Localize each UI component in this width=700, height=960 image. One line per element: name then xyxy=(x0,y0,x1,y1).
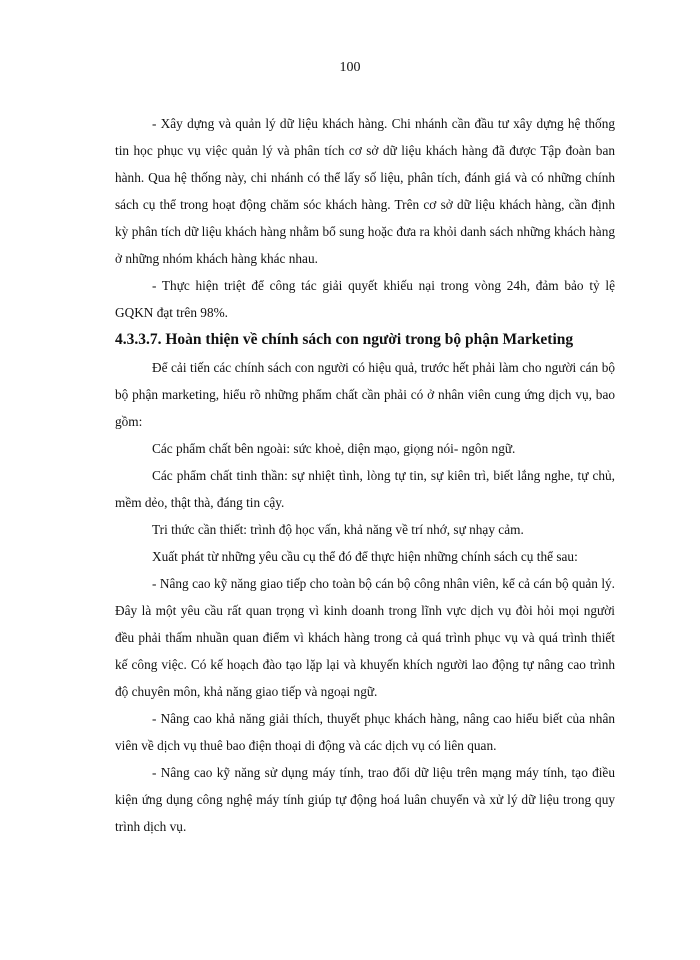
paragraph-computer-skills: - Nâng cao kỹ năng sử dụng máy tính, trao đổi dữ liệu trên mạng máy tính, tạo điều kiện ứng dụng công nghệ máy tính giúp tự động hoá luân chuyển và xử lý dữ liệu trong quy trình dịch vụ. xyxy=(115,765,615,834)
paragraph-customer-data: - Xây dựng và quản lý dữ liệu khách hàng. Chi nhánh cần đầu tư xây dựng hệ thống tin học phục vụ việc quản lý và phân tích cơ sở dữ liệu khách hàng đã được Tập đoàn ban hành. Qua hệ thống này, chi nhánh có thể lấy số liệu, phân tích, đánh giá và có những chính sách cụ thể trong hoạt động chăm sóc khách hàng. Trên cơ sở dữ liệu khách hàng, cần định kỳ phân tích dữ liệu khách hàng nhằm bổ sung hoặc đưa ra khỏi danh sách những khách hàng ở những nhóm khách hàng khác nhau. xyxy=(115,116,615,266)
section-heading: 4.3.3.7. Hoàn thiện về chính sách con người trong bộ phận Marketing xyxy=(115,331,574,348)
paragraph-policies-intro: Xuất phát từ những yêu cầu cụ thể đó để thực hiện những chính sách cụ thể sau: xyxy=(152,549,578,564)
paragraph-complaints: - Thực hiện triệt để công tác giải quyết khiếu nại trong vòng 24h, đảm bảo tỷ lệ GQKN đạt trên 98%. xyxy=(115,278,615,320)
paragraph-persuasion-skills: - Nâng cao khả năng giải thích, thuyết phục khách hàng, nâng cao hiểu biết của nhân viên về dịch vụ thuê bao điện thoại di động và các dịch vụ có liên quan. xyxy=(115,711,615,753)
paragraph-mental-qualities: Các phẩm chất tinh thần: sự nhiệt tình, lòng tự tin, sự kiên trì, biết lắng nghe, tự chủ, mềm dẻo, thật thà, đáng tin cậy. xyxy=(115,468,615,510)
paragraph-knowledge: Tri thức cần thiết: trình độ học vấn, khả năng về trí nhớ, sự nhạy cảm. xyxy=(152,522,524,537)
paragraph-external-qualities: Các phẩm chất bên ngoài: sức khoẻ, diện mạo, giọng nói- ngôn ngữ. xyxy=(152,441,516,456)
page-number: 100 xyxy=(339,60,361,75)
paragraph-intro: Để cải tiến các chính sách con người có hiệu quả, trước hết phải làm cho người cán bộ bộ phận marketing, hiểu rõ những phẩm chất cần phải có ở nhân viên cung ứng dịch vụ, bao gồm: xyxy=(115,360,615,429)
paragraph-communication-skills: - Nâng cao kỹ năng giao tiếp cho toàn bộ cán bộ công nhân viên, kể cả cán bộ quản lý. Đây là một yêu cầu rất quan trọng vì kinh doanh trong lĩnh vực dịch vụ đòi hỏi mọi người đều phải thấm nhuần quan điểm vì khách hàng trong cả quá trình phục vụ và quá trình thiết kế công việc. Có kế hoạch đào tạo lặp lại và khuyến khích người lao động tự nâng cao trình độ chuyên môn, khả năng giao tiếp và ngoại ngữ. xyxy=(115,576,615,699)
document-body xyxy=(115,110,615,840)
